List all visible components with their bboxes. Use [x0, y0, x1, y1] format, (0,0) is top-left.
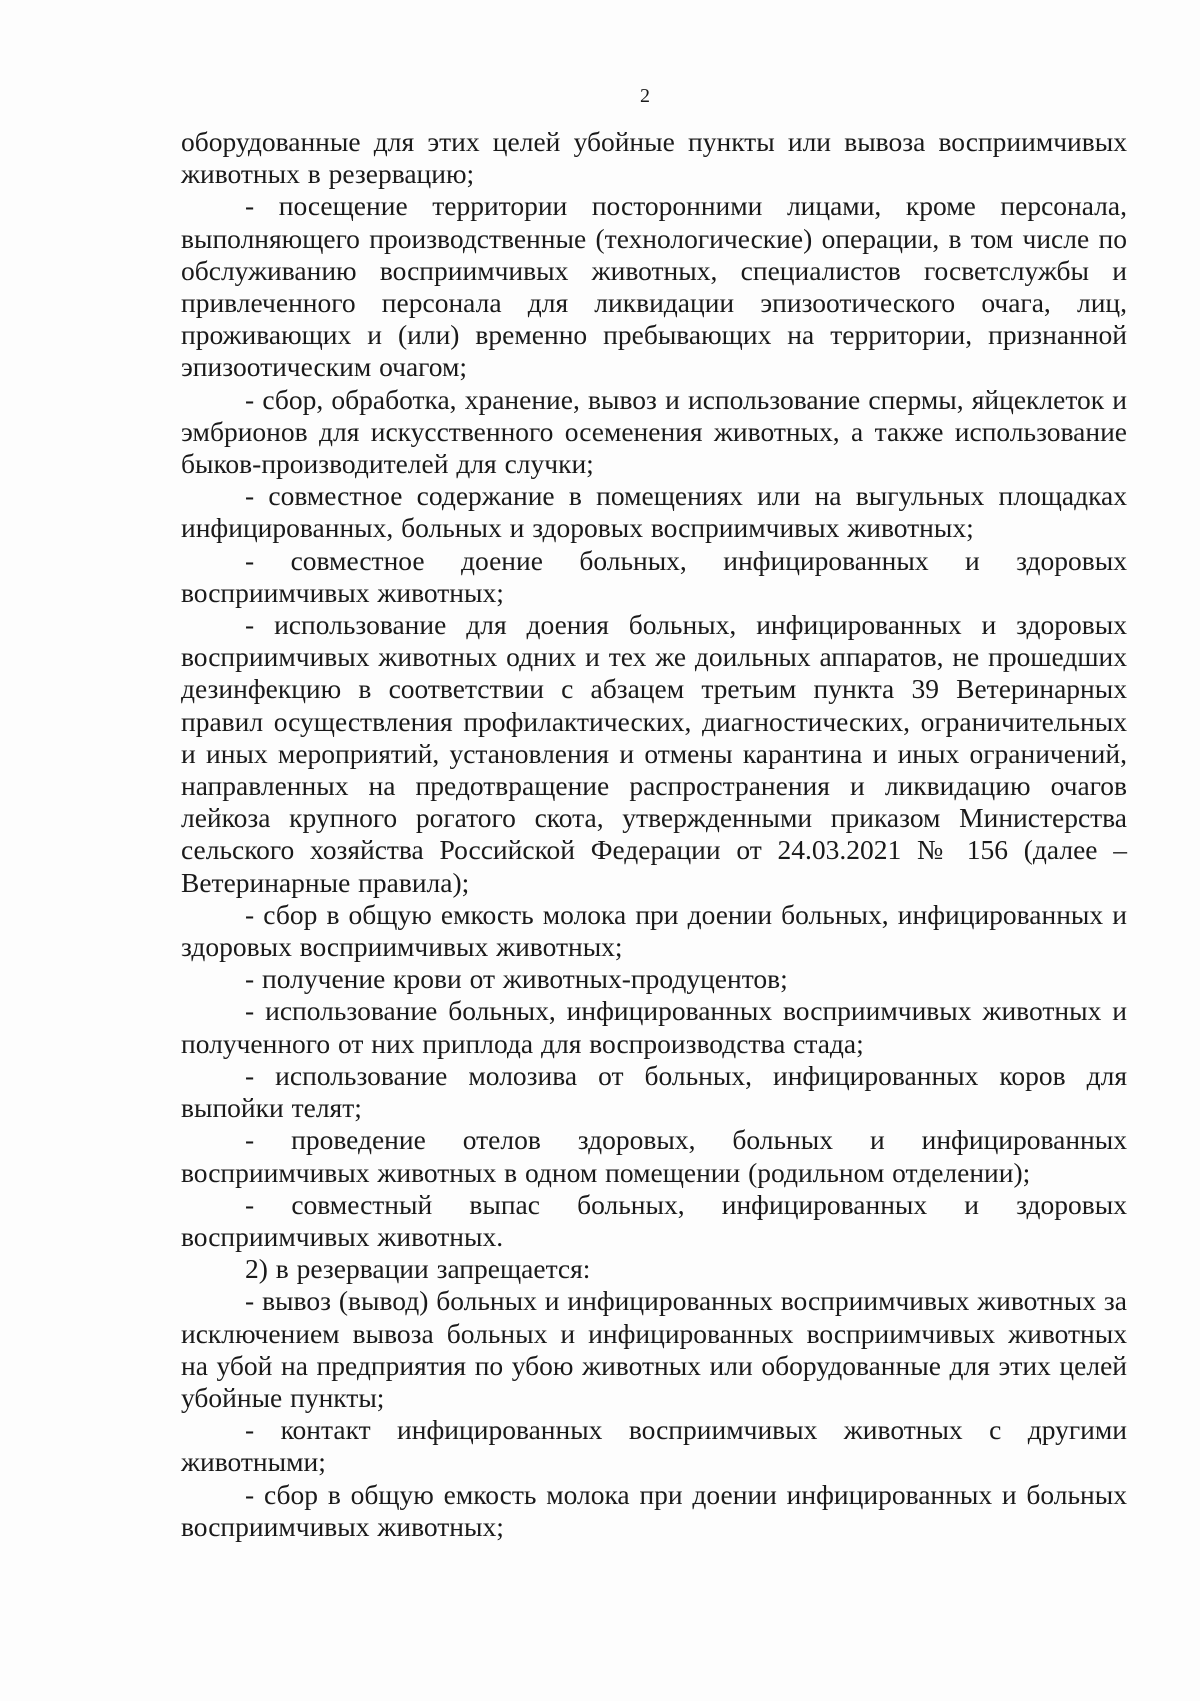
paragraph: - проведение отелов здоровых, больных и инфицированных восприимчивых животных в одном помещении (родильном отделении); — [181, 1124, 1127, 1188]
paragraph: - использование молозива от больных, инфицированных коров для выпойки телят; — [181, 1059, 1127, 1124]
paragraph: - посещение территории посторонними лицами, кроме персонала, выполняющего производственные (технологические) операции, в том числе по обслуживанию восприимчивых животных, специалистов госветслужбы и привлеченного персонала для ликвидации эпизоотического очага, лиц, проживающих и (или) временно пребывающих на территории, признанной эпизоотическим очагом; — [181, 190, 1127, 383]
paragraph: - совместное содержание в помещениях или на выгульных площадках инфицированных, больных и здоровых восприимчивых животных; — [181, 480, 1127, 544]
paragraph: - вывоз (вывод) больных и инфицированных восприимчивых животных за исключением вывоза больных и инфицированных восприимчивых животных на убой на предприятия по убою животных или оборудованные для этих целей убойные пункты; — [181, 1285, 1127, 1413]
paragraph: - совместное доение больных, инфицированных и здоровых восприимчивых животных; — [181, 544, 1127, 608]
paragraph: - сбор в общую емкость молока при доении инфицированных и больных восприимчивых животных; — [181, 1478, 1127, 1542]
paragraph: 2) в резервации запрещается: — [245, 1253, 591, 1285]
paragraph: - сбор в общую емкость молока при доении больных, инфицированных и здоровых восприимчивых животных; — [181, 898, 1127, 963]
paragraph: - использование больных, инфицированных восприимчивых животных и полученного от них приплода для воспроизводства стада; — [181, 995, 1127, 1059]
document-body — [181, 126, 1127, 1543]
paragraph: - получение крови от животных-продуцентов; — [245, 963, 788, 995]
paragraph: - совместный выпас больных, инфицированных и здоровых восприимчивых животных. — [181, 1188, 1127, 1252]
paragraph: - сбор, обработка, хранение, вывоз и использование спермы, яйцеклеток и эмбрионов для искусственного осеменения животных, а также использование быков-производителей для случки; — [181, 383, 1127, 480]
paragraph: - использование для доения больных, инфицированных и здоровых восприимчивых животных одних и тех же доильных аппаратов, не прошедших дезинфекцию в соответствии с абзацем третьим пункта 39 Ветеринарных правил осуществления профилактических, диагностических, ограничительных и иных мероприятий, установления и отмены карантина и иных ограничений, направленных на предотвращение распространения и ликвидацию очагов лейкоза крупного рогатого скота, утвержденными приказом Министерства сельского хозяйства Российской Федерации от 24.03.2021 № 156 (далее – Ветеринарные правила); — [181, 609, 1127, 898]
paragraph: оборудованные для этих целей убойные пункты или вывоза восприимчивых животных в резервацию; — [181, 126, 1127, 190]
page-number: 2 — [640, 85, 650, 107]
paragraph: - контакт инфицированных восприимчивых животных с другими животными; — [181, 1414, 1127, 1478]
